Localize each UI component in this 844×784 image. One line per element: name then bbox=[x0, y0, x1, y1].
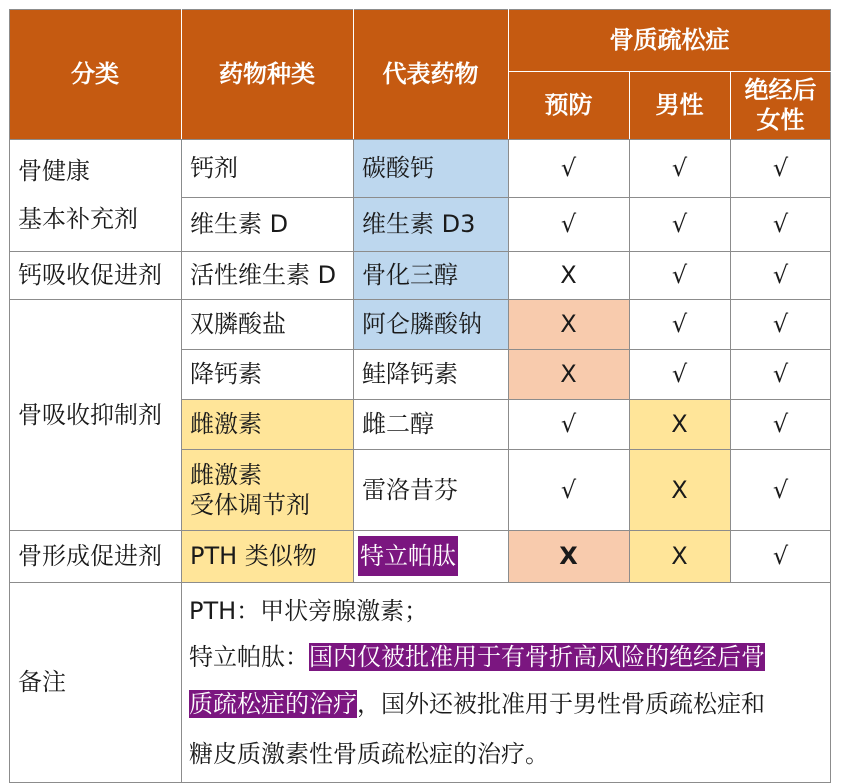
drug-alendronate: 阿仑膦酸钠 bbox=[353, 299, 508, 349]
category-formation-promoter: 骨形成促进剂 bbox=[18, 542, 162, 570]
drug-calcium-carbonate: 碳酸钙 bbox=[353, 139, 508, 197]
header-divider-2 bbox=[353, 9, 354, 139]
male-calcitonin: √ bbox=[671, 360, 688, 388]
header-divider-5 bbox=[629, 71, 630, 139]
drug-type-active-vitamin-d: 活性维生素 D bbox=[190, 261, 337, 289]
drug-teriparatide: 特立帕肽 bbox=[358, 536, 458, 576]
header-osteoporosis-group: 骨质疏松症 bbox=[508, 9, 831, 71]
note-line-1: PTH：甲状旁腺激素； bbox=[189, 597, 429, 625]
header-category: 分类 bbox=[9, 9, 181, 139]
header-representative-drug: 代表药物 bbox=[353, 9, 508, 139]
col-line-2 bbox=[353, 139, 354, 582]
row-line-3 bbox=[9, 299, 831, 300]
row-line-1 bbox=[181, 197, 831, 198]
drug-type-calcitonin: 降钙素 bbox=[190, 360, 262, 388]
col-line-5 bbox=[730, 139, 731, 582]
col-line-3 bbox=[508, 139, 509, 582]
drug-type-vitamin-d: 维生素 D bbox=[190, 210, 289, 238]
male-pth: X bbox=[629, 530, 730, 582]
note-line-3 bbox=[189, 687, 765, 721]
col-line-1 bbox=[181, 139, 182, 582]
drug-estradiol: 雌二醇 bbox=[362, 410, 434, 438]
border-bottom bbox=[9, 782, 831, 783]
male-calcium: √ bbox=[671, 154, 688, 182]
row-line-5 bbox=[181, 399, 831, 400]
category-bone-health bbox=[9, 139, 181, 251]
female-active-vitamin-d: √ bbox=[772, 261, 789, 289]
notes-col-line bbox=[181, 582, 182, 783]
prevention-pth: X bbox=[508, 530, 629, 582]
female-vitamin-d: √ bbox=[772, 210, 789, 238]
category-bone-health-line1: 骨健康 bbox=[18, 157, 90, 185]
prevention-bisphosphonate: X bbox=[508, 299, 629, 349]
male-serm: X bbox=[629, 449, 730, 530]
drug-type-serm: 雌激素 受体调节剂 bbox=[181, 449, 353, 530]
osteoporosis-drug-table bbox=[9, 9, 831, 783]
male-bisphosphonate: √ bbox=[671, 310, 688, 338]
female-bisphosphonate: √ bbox=[772, 310, 789, 338]
prevention-active-vitamin-d: X bbox=[560, 261, 577, 289]
header-divider-4 bbox=[508, 71, 831, 72]
row-line-2 bbox=[9, 251, 831, 252]
header-divider-1 bbox=[181, 9, 182, 139]
header-divider-6 bbox=[730, 71, 731, 139]
header-postmenopausal-female: 绝经后 女性 bbox=[730, 71, 831, 139]
male-estrogen: X bbox=[629, 399, 730, 449]
drug-type-bisphosphonate: 双膦酸盐 bbox=[190, 310, 286, 338]
drug-type-calcium: 钙剂 bbox=[190, 154, 238, 182]
category-calcium-absorption: 钙吸收促进剂 bbox=[18, 261, 162, 289]
note-highlight-treatment: 质疏松症的治疗 bbox=[189, 690, 357, 718]
note-line-2 bbox=[189, 640, 765, 674]
header-prevention: 预防 bbox=[508, 71, 629, 139]
female-pth: √ bbox=[772, 542, 789, 570]
border-top bbox=[9, 9, 831, 10]
drug-teriparatide-cell bbox=[353, 530, 508, 582]
row-line-8 bbox=[9, 582, 831, 583]
prevention-estrogen: √ bbox=[560, 410, 577, 438]
prevention-calcium: √ bbox=[560, 154, 577, 182]
note-abroad-approval: ，国外还被批准用于男性骨质疏松症和 bbox=[357, 690, 765, 718]
row-line-7 bbox=[9, 530, 831, 531]
prevention-vitamin-d: √ bbox=[560, 210, 577, 238]
drug-salmon-calcitonin: 鲑降钙素 bbox=[362, 360, 458, 388]
female-estrogen: √ bbox=[772, 410, 789, 438]
header-male: 男性 bbox=[629, 71, 730, 139]
male-vitamin-d: √ bbox=[671, 210, 688, 238]
category-resorption-inhibitor: 骨吸收抑制剂 bbox=[18, 400, 162, 429]
female-serm: √ bbox=[772, 475, 789, 504]
notes-label: 备注 bbox=[18, 668, 66, 696]
header-divider-3 bbox=[508, 9, 509, 139]
row-line-6 bbox=[181, 449, 831, 450]
drug-raloxifene: 雷洛昔芬 bbox=[362, 475, 458, 504]
header-drug-type: 药物种类 bbox=[181, 9, 353, 139]
female-calcium: √ bbox=[772, 154, 789, 182]
note-teriparatide-label: 特立帕肽： bbox=[189, 643, 309, 671]
female-calcitonin: √ bbox=[772, 360, 789, 388]
category-bone-health-line2: 基本补充剂 bbox=[18, 205, 138, 233]
row-line-4 bbox=[181, 349, 831, 350]
border-left bbox=[9, 9, 10, 783]
drug-calcitriol: 骨化三醇 bbox=[353, 251, 508, 299]
col-line-4 bbox=[629, 139, 630, 582]
note-line-4: 糖皮质激素性骨质疏松症的治疗。 bbox=[189, 740, 549, 768]
note-highlight-china-approval: 国内仅被批准用于有骨折高风险的绝经后骨 bbox=[309, 643, 765, 671]
row-line-header bbox=[9, 139, 831, 140]
prevention-serm: √ bbox=[560, 475, 577, 504]
male-active-vitamin-d: √ bbox=[671, 261, 688, 289]
drug-vitamin-d3: 维生素 D3 bbox=[353, 197, 508, 251]
border-right bbox=[830, 9, 831, 783]
drug-type-pth-analog: PTH 类似物 bbox=[181, 530, 353, 582]
prevention-calcitonin: X bbox=[508, 349, 629, 399]
drug-type-estrogen: 雌激素 bbox=[181, 399, 353, 449]
